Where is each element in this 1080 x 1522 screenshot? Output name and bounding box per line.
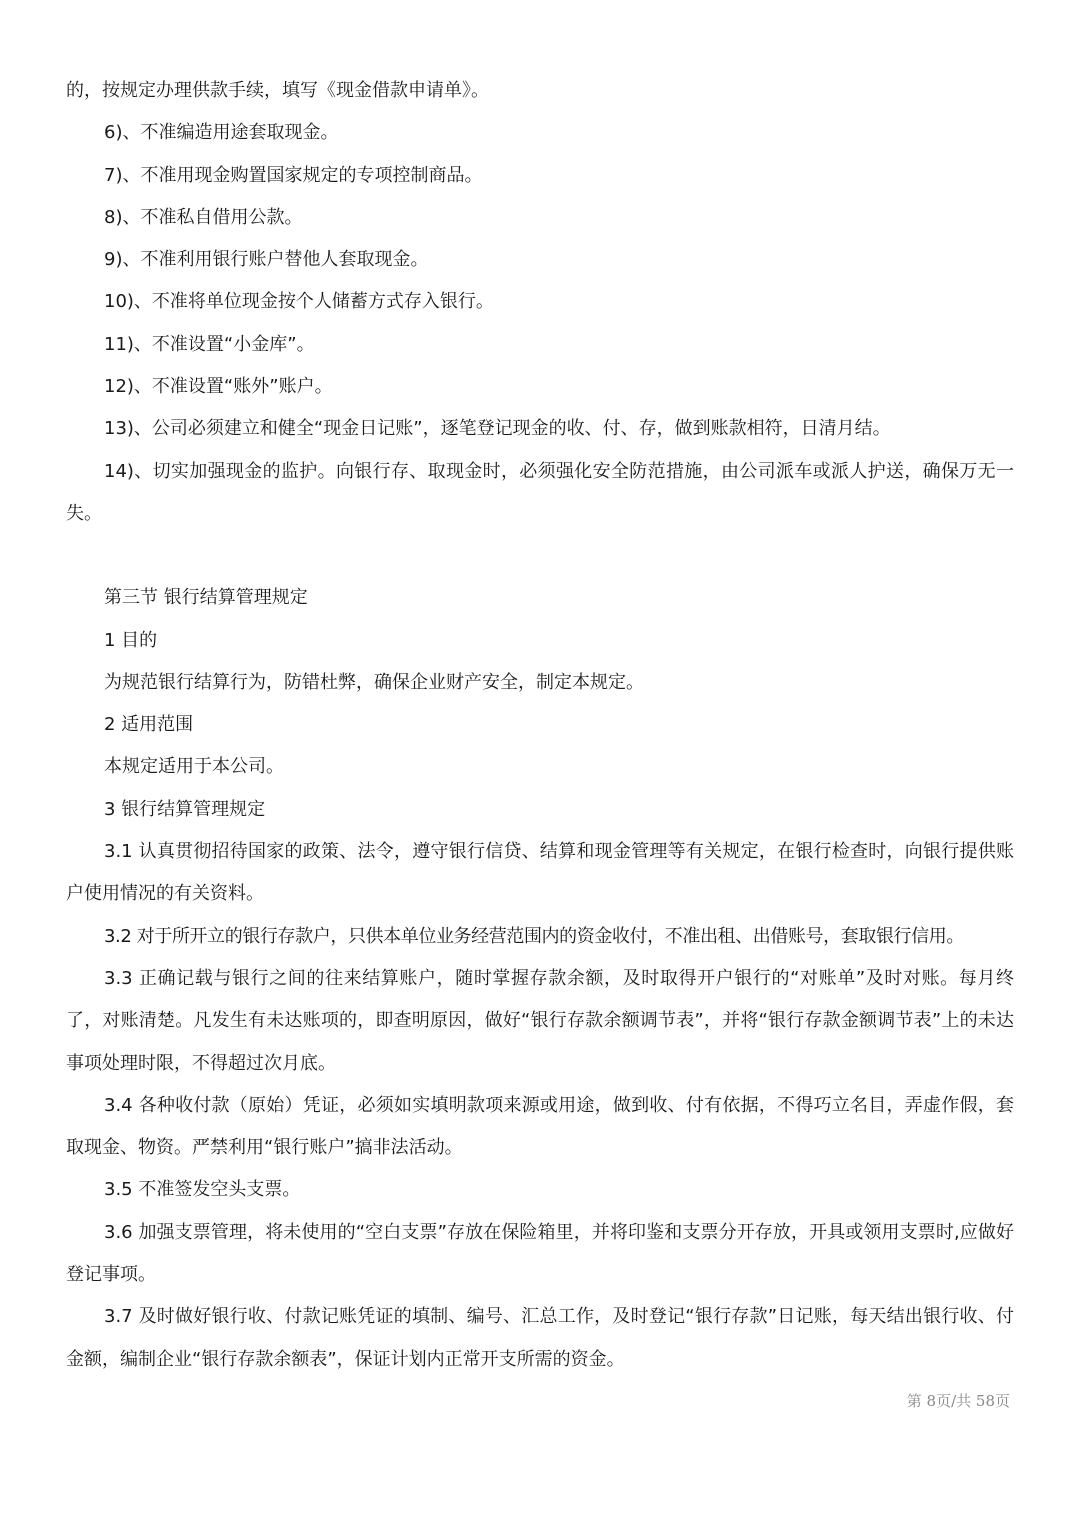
rule-3-6: 3.6 加强支票管理，将未使用的“空白支票”存放在保险箱里，并将印鉴和支票分开存放，开具或领用支票时,应做好登记事项。 <box>66 1221 1014 1286</box>
rule-item-11: 11)、不准设置“小金库”。 <box>104 333 315 355</box>
document-body <box>66 70 1014 1381</box>
rule-3-1: 3.1 认真贯彻招待国家的政策、法令，遵守银行信贷、结算和现金管理等有关规定，在银行检查时，向银行提供账户使用情况的有关资料。 <box>66 841 1014 905</box>
rule-item-8: 8)、不准私自借用公款。 <box>104 206 303 228</box>
rule-item-12: 12)、不准设置“账外”账户。 <box>104 376 333 398</box>
section-spacer <box>66 535 1014 577</box>
rule-item-6: 6)、不准编造用途套取现金。 <box>104 122 339 144</box>
purpose-heading: 1 目的 <box>104 629 158 651</box>
continuation-line: 的，按规定办理供款手续，填写《现金借款申请单》。 <box>66 80 489 101</box>
rule-3-7: 3.7 及时做好银行收、付款记账凭证的填制、编号、汇总工作，及时登记“银行存款”日记账，每天结出银行收、付金额，编制企业“银行存款余额表”，保证计划内正常开支所需的资金。 <box>66 1306 1014 1370</box>
rule-item-14: 14)、切实加强现金的监护。向银行存、取现金时，必须强化安全防范措施，由公司派车或派人护送，确保万无一失。 <box>66 460 1014 524</box>
rule-3-4: 3.4 各种收付款（原始）凭证，必须如实填明款项来源或用途，做到收、付有依据，不得巧立名目，弄虚作假，套取现金、物资。严禁利用“银行账户”搞非法活动。 <box>66 1094 1014 1159</box>
rule-3-3: 3.3 正确记载与银行之间的往来结算账户，随时掌握存款余额，及时取得开户银行的“对账单”及时对账。每月终了，对账清楚。凡发生有未达账项的，即查明原因，做好“银行存款余额调节表”，并将“银行存款金额调节表”上的未达事项处理时限，不得超过次月底。 <box>66 967 1014 1074</box>
scope-text: 本规定适用于本公司。 <box>104 756 284 778</box>
rule-item-9: 9)、不准利用银行账户替他人套取现金。 <box>104 249 429 271</box>
rules-heading: 3 银行结算管理规定 <box>104 798 266 820</box>
purpose-text: 为规范银行结算行为，防错杜弊，确保企业财产安全，制定本规定。 <box>104 671 644 693</box>
rule-item-10: 10)、不准将单位现金按个人储蓄方式存入银行。 <box>104 291 494 313</box>
rule-item-7: 7)、不准用现金购置国家规定的专项控制商品。 <box>104 164 483 186</box>
page-number: 第 8页/共 58页 <box>906 1392 1010 1410</box>
rule-3-5: 3.5 不准签发空头支票。 <box>104 1179 301 1201</box>
scope-heading: 2 适用范围 <box>104 714 194 736</box>
section-title: 第三节 银行结算管理规定 <box>104 587 308 609</box>
rule-3-2: 3.2 对于所开立的银行存款户，只供本单位业务经营范围内的资金收付，不准出租、出借账号，套取银行信用。 <box>104 925 964 947</box>
rule-item-13: 13)、公司必须建立和健全“现金日记账”，逐笔登记现金的收、付、存，做到账款相符，日清月结。 <box>104 418 891 440</box>
